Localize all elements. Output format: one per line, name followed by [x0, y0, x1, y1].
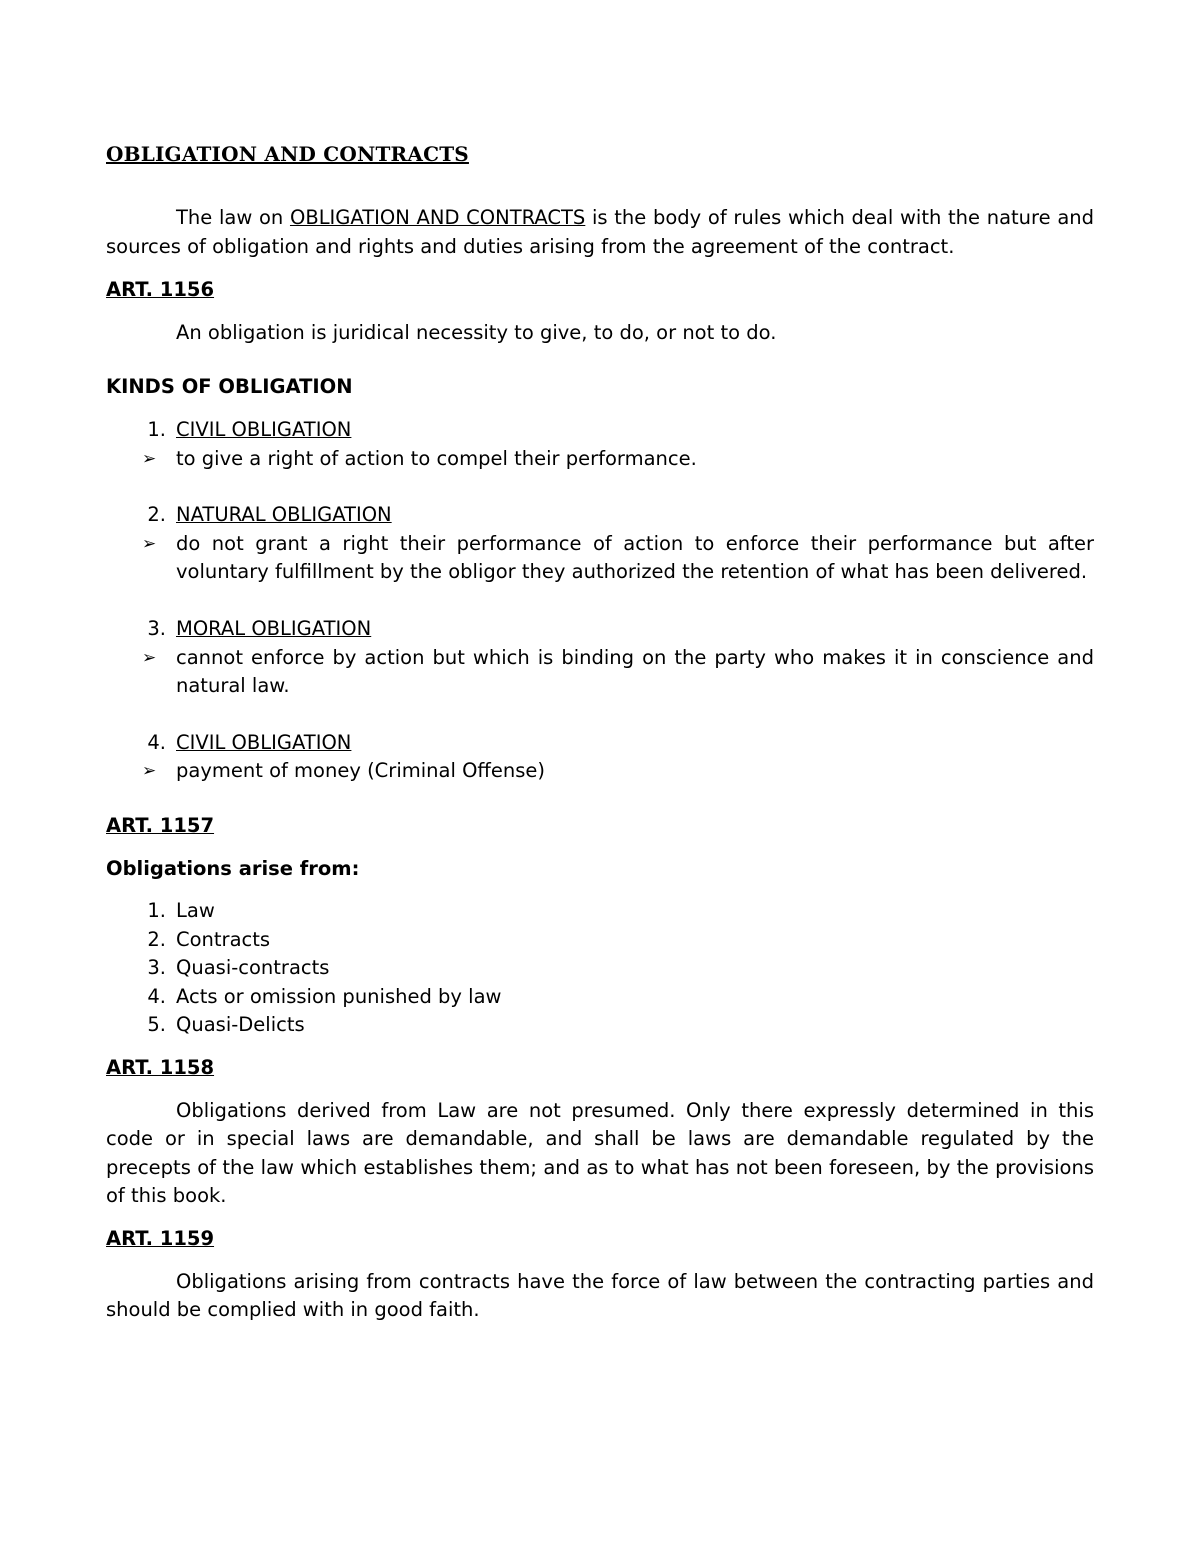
source-number: 5. [147, 1013, 166, 1037]
arrowhead-bullet-icon: ➢ [142, 448, 157, 469]
arrowhead-bullet-icon: ➢ [142, 761, 157, 782]
kind-bullet [106, 644, 1094, 701]
kind-description: cannot enforce by action but which is binding on the party who makes it in conscience and natural law. [176, 645, 1094, 698]
intro-pre: The law on [176, 206, 290, 229]
source-list-item [106, 926, 1094, 955]
art-1156-heading: ART. 1156 [106, 278, 215, 302]
art-1157-subheading: Obligations arise from: [106, 856, 360, 880]
kind-label: CIVIL OBLIGATION [176, 730, 352, 754]
art-1158-text: Obligations derived from Law are not presumed. Only there expressly determined in this code or in special laws are demandable, and shall be laws are demandable regulated by the precepts of the law which establishes them; and as to what has not been foreseen, by the provisions of this book. [106, 1098, 1094, 1208]
document-body [106, 140, 1094, 1325]
kind-label: CIVIL OBLIGATION [176, 417, 352, 441]
source-number: 4. [147, 984, 166, 1008]
kind-item [106, 615, 1094, 644]
kind-bullet [106, 757, 1094, 786]
kind-bullet [106, 445, 1094, 474]
intro-post: is the body of rules which deal with the nature and sources of obligation and rights and duties arising from the agreement of the contract. [106, 206, 1095, 258]
kind-number: 2. [147, 503, 166, 527]
source-number: 3. [147, 956, 166, 980]
intro-underlined-term: OBLIGATION AND CONTRACTS [289, 206, 586, 229]
source-number: 2. [147, 927, 166, 951]
kind-item [106, 729, 1094, 758]
source-number: 1. [147, 899, 166, 923]
source-text: Contracts [176, 927, 271, 951]
kind-description: to give a right of action to compel their performance. [176, 446, 697, 470]
art-1159-text: Obligations arising from contracts have the force of law between the contracting parties and should be complied with in good faith. [106, 1269, 1094, 1322]
kind-description: payment of money (Criminal Offense) [176, 759, 545, 783]
source-list-item [106, 1011, 1094, 1040]
art-1158-heading: ART. 1158 [106, 1056, 215, 1080]
art-1159-heading: ART. 1159 [106, 1227, 215, 1251]
art-1156-text: An obligation is juridical necessity to give, to do, or not to do. [176, 320, 777, 344]
kinds-heading: KINDS OF OBLIGATION [106, 375, 353, 399]
kind-description: do not grant a right their performance of action to enforce their performance but after voluntary fulfillment by the obligor they authorized the retention of what has been delivered. [176, 531, 1094, 584]
source-list-item [106, 897, 1094, 926]
kind-label: MORAL OBLIGATION [176, 616, 372, 640]
kind-number: 1. [147, 417, 166, 441]
kind-label: NATURAL OBLIGATION [176, 503, 392, 527]
source-list-item [106, 954, 1094, 983]
source-list-item [106, 983, 1094, 1012]
art-1157-heading: ART. 1157 [106, 813, 215, 837]
kind-item [106, 501, 1094, 530]
kind-item [106, 416, 1094, 445]
source-text: Quasi-contracts [176, 956, 330, 980]
intro-paragraph [106, 204, 1094, 261]
arrowhead-bullet-icon: ➢ [142, 533, 157, 554]
kind-bullet [106, 530, 1094, 587]
document-title: OBLIGATION AND CONTRACTS [106, 142, 469, 166]
source-text: Quasi-Delicts [176, 1013, 305, 1037]
arrowhead-bullet-icon: ➢ [142, 647, 157, 668]
source-text: Law [176, 899, 215, 923]
kind-number: 4. [147, 730, 166, 754]
kind-number: 3. [147, 616, 166, 640]
source-text: Acts or omission punished by law [176, 984, 502, 1008]
